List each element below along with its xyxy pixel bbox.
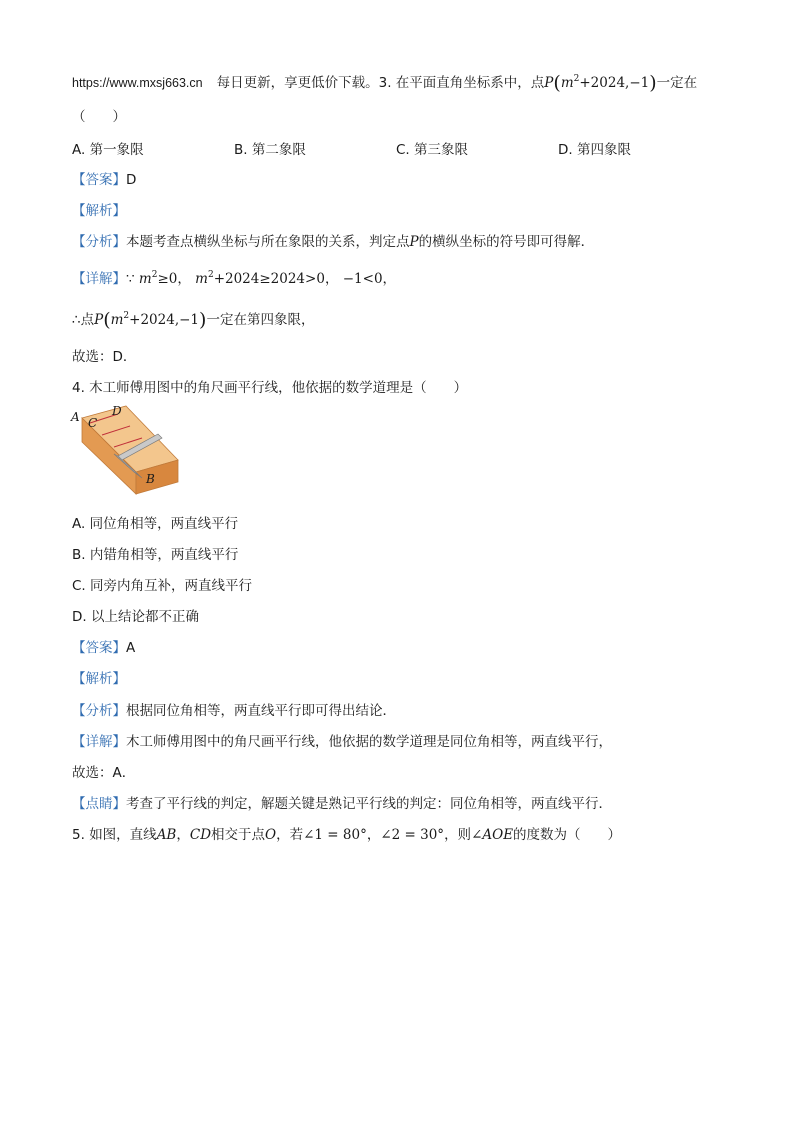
q3-stem-b: 一定在 bbox=[656, 75, 698, 91]
carpenter-square-figure bbox=[68, 404, 188, 496]
q3-inequality-1: ≥0 bbox=[157, 271, 178, 287]
q3-number: 3. bbox=[378, 75, 392, 91]
q4-option-b: B. 内错角相等，两直线平行 bbox=[72, 547, 239, 563]
figure-label-d: D bbox=[112, 404, 122, 418]
q3-point-expr: +2024,−1 bbox=[579, 75, 650, 91]
q3-stem-line: https://www.mxsj663.cn 每日更新，享更低价下载。3. 在平面直角坐标系中，点$P(m^2+2024,-1)$一定在 bbox=[72, 72, 698, 94]
q4-option-c: C. 同旁内角互补，两直线平行 bbox=[72, 578, 253, 594]
q3-answer: 【答案】D bbox=[72, 172, 137, 188]
answer-tag: 【答案】 bbox=[72, 172, 126, 188]
q5-angle-aoe: ∠AOE bbox=[471, 827, 514, 843]
figure-label-a: A bbox=[71, 410, 80, 424]
q4-option-d: D. 以上结论都不正确 bbox=[72, 609, 199, 625]
q4-analysis-heading: 【解析】 bbox=[72, 671, 126, 687]
q4-choice: 故选：A． bbox=[72, 765, 136, 781]
q3-conclusion: ∴点$P(m^2+2024,-1)$一定在第四象限， bbox=[72, 309, 315, 331]
q4-answer: 【答案】A bbox=[72, 640, 136, 656]
figure-label-b: B bbox=[146, 472, 155, 486]
source-notice: 每日更新，享更低价下载。 bbox=[216, 75, 379, 91]
q5-stem: 5. 如图，直线AB，CD相交于点O，若∠1 = 80°，∠2 = 30°，则∠AOE的度数为（ ） bbox=[72, 827, 622, 843]
q3-xiangjie: 【详解】∵ $m^2\ge 0$， $m^2+2024\ge 2024>0$， −1<0， bbox=[72, 270, 397, 287]
q3-blank: （ ） bbox=[72, 109, 126, 125]
q3-option-c: C. 第三象限 bbox=[396, 142, 469, 158]
figure-label-c: C bbox=[88, 416, 98, 430]
q3-point-name: P bbox=[544, 75, 554, 91]
q4-option-a: A. 同位角相等，两直线平行 bbox=[72, 516, 239, 532]
q3-options bbox=[72, 139, 712, 161]
q3-choice: 故选：D． bbox=[72, 349, 137, 365]
q3-option-b: B. 第二象限 bbox=[234, 142, 306, 158]
source-url[interactable]: https://www.mxsj663.cn bbox=[72, 76, 203, 90]
q4-stem: 4. 木工师傅用图中的角尺画平行线，他依据的数学道理是（ ） bbox=[72, 380, 468, 396]
q4-fenxi: 【分析】根据同位角相等，两直线平行即可得出结论． bbox=[72, 703, 396, 719]
q5-angle-1: ∠1 = 80° bbox=[303, 827, 367, 843]
q3-stem-a: 在平面直角坐标系中，点 bbox=[395, 75, 545, 91]
q5-angle-2: ∠2 = 30° bbox=[380, 827, 445, 843]
q3-inequality-2: +2024≥2024>0 bbox=[213, 271, 325, 287]
q3-fenxi: 【分析】本题考查点横纵坐标与所在象限的关系，判定点P的横纵坐标的符号即可得解． bbox=[72, 234, 595, 250]
q3-option-d: D. 第四象限 bbox=[558, 142, 631, 158]
q4-dianjing: 【点睛】考查了平行线的判定，解题关键是熟记平行线的判定：同位角相等，两直线平行． bbox=[72, 796, 612, 812]
q3-inequality-3: −1<0 bbox=[342, 271, 383, 287]
q3-analysis-heading: 【解析】 bbox=[72, 203, 126, 219]
q3-option-a: A. 第一象限 bbox=[72, 142, 144, 158]
q4-xiangjie: 【详解】木工师傅用图中的角尺画平行线，他依据的数学道理是同位角相等，两直线平行， bbox=[72, 734, 612, 750]
